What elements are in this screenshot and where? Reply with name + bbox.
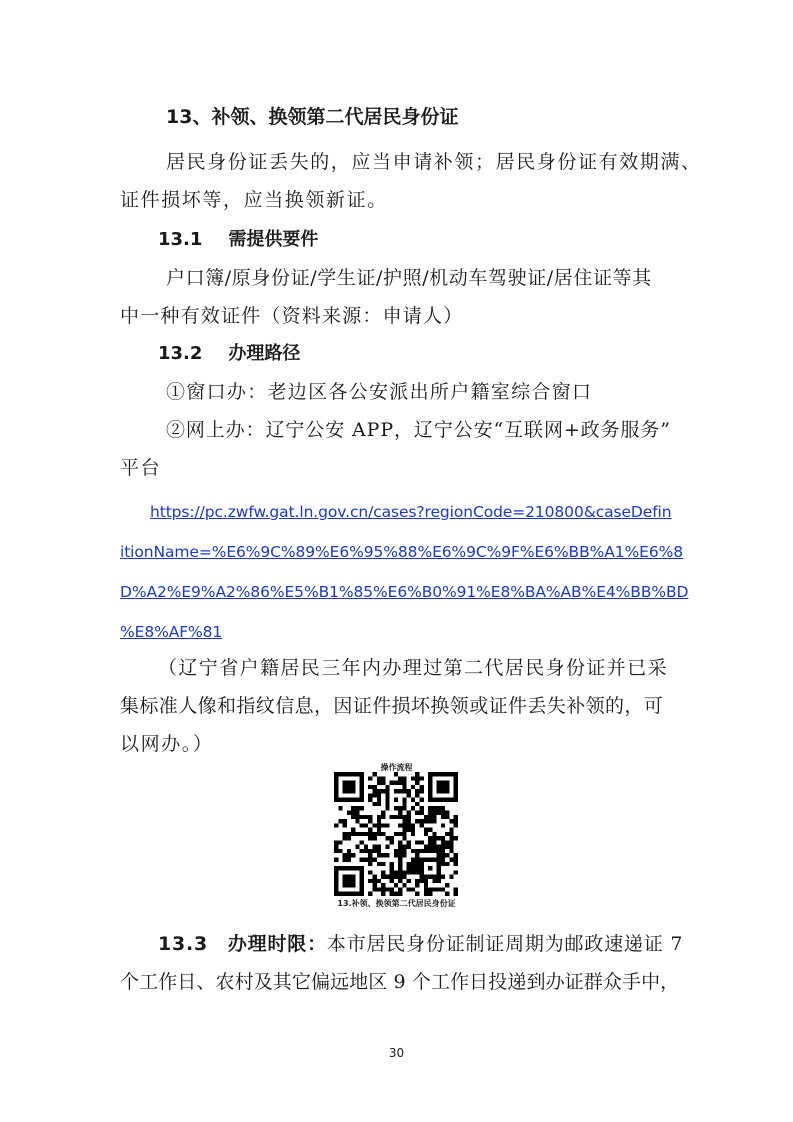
url-link-line-2[interactable]: itionName=%E6%9C%89%E6%95%88%E6%9C%9F%E6%BB%A1%E6%8 bbox=[120, 543, 683, 561]
window-route: ①窗口办：老边区各公安派出所户籍室综合窗口 bbox=[166, 381, 593, 403]
note-line-2: 集标准人像和指纹信息，因证件损坏换领或证件丢失补领的，可 bbox=[120, 695, 664, 717]
intro-line-2: 证件损坏等，应当换领新证。 bbox=[120, 189, 388, 211]
qr-code-icon[interactable] bbox=[334, 772, 458, 896]
heading-13-1-text: 需提供要件 bbox=[228, 229, 319, 250]
heading-13-2-number: 13.2 bbox=[158, 343, 203, 364]
intro-line-1: 居民身份证丢失的，应当申请补领；居民身份证有效期满、 bbox=[166, 151, 702, 173]
heading-13-3: 13.3 办理时限： bbox=[158, 933, 327, 955]
heading-13-2 bbox=[158, 342, 300, 366]
section-title: 13、补领、换领第二代居民身份证 bbox=[166, 106, 459, 128]
page-number: 30 bbox=[388, 1046, 405, 1060]
heading-13-1-number: 13.1 bbox=[158, 229, 203, 250]
url-link-line-3[interactable]: D%A2%E9%A2%86%E5%B1%85%E6%B0%91%E8%BA%AB%E4%BB%BD bbox=[120, 583, 689, 601]
heading-13-1 bbox=[158, 228, 318, 252]
url-link-line-1[interactable]: https://pc.zwfw.gat.ln.gov.cn/cases?regionCode=210800&caseDefin bbox=[150, 503, 672, 521]
qr-caption-top: 操作流程 bbox=[380, 763, 413, 772]
qr-caption-bottom: 13.补领、换领第二代居民身份证 bbox=[337, 899, 456, 908]
s13-3-line-1 bbox=[158, 932, 683, 956]
s13-1-line-1: 户口簿/原身份证/学生证/护照/机动车驾驶证/居住证等其 bbox=[166, 267, 652, 289]
note-line-1: （辽宁省户籍居民三年内办理过第二代居民身份证并已采 bbox=[158, 657, 669, 679]
url-link-line-4[interactable]: %E8%AF%81 bbox=[120, 623, 223, 641]
note-line-3: 以网办。） bbox=[120, 733, 214, 755]
s13-1-line-2: 中一种有效证件（资料来源：申请人） bbox=[120, 305, 464, 327]
heading-13-2-text: 办理路径 bbox=[228, 343, 301, 364]
online-route-line-2: 平台 bbox=[120, 457, 162, 479]
s13-3-line-2: 个工作日、农村及其它偏远地区 9 个工作日投递到办证群众手中， bbox=[120, 971, 680, 993]
online-route-line-1: ②网上办：辽宁公安 APP，辽宁公安“互联网+政务服务” bbox=[166, 419, 671, 441]
s13-3-line-1-text: 本市居民身份证制证周期为邮政速递证 7 bbox=[326, 933, 684, 955]
